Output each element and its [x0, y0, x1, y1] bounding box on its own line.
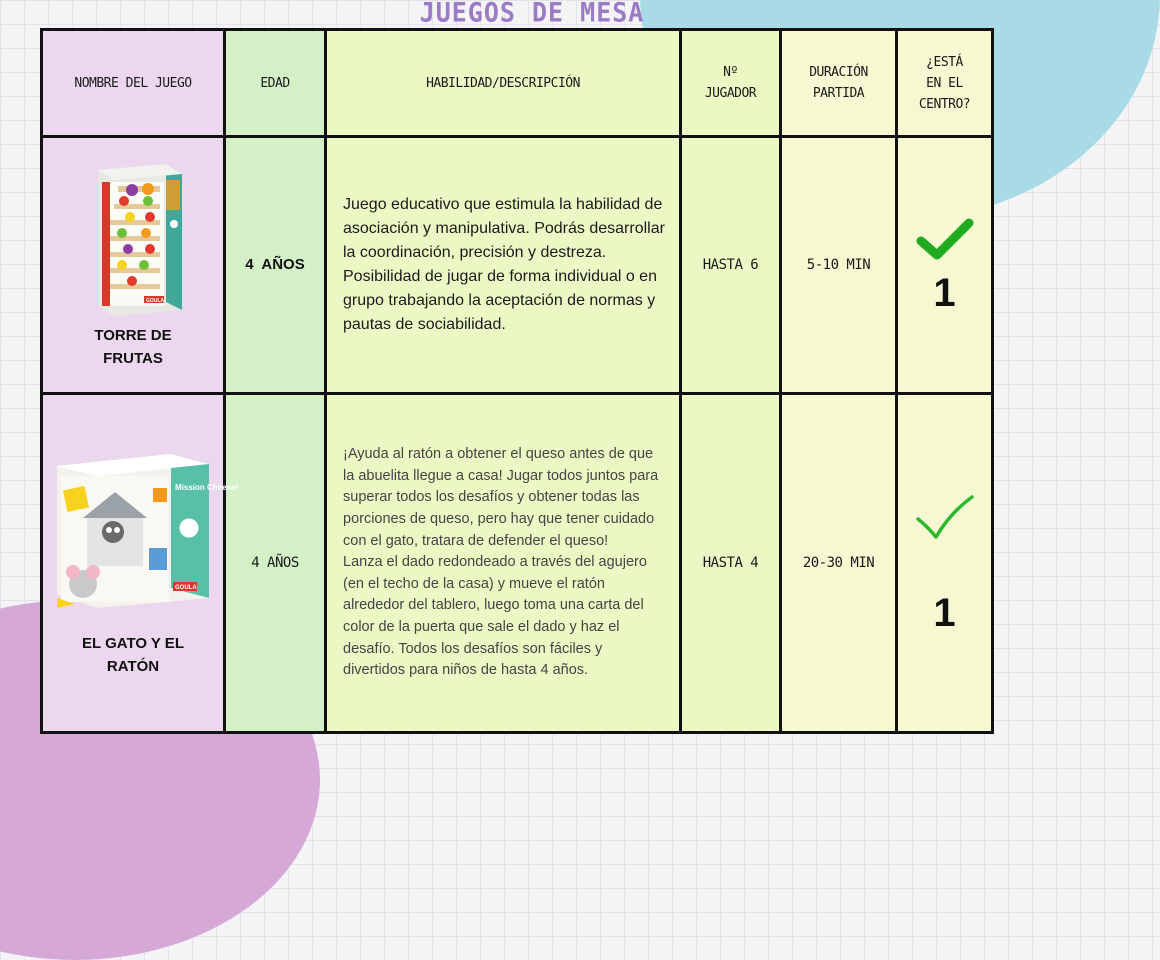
game-age: 4 AÑOS	[251, 555, 299, 571]
cat-and-mouse-box-image	[53, 448, 239, 610]
checkmark-icon	[914, 493, 976, 543]
game-duration: 20-30 MIN	[802, 555, 875, 571]
game-description-paragraph-1: ¡Ayuda al ratón a obtener el queso antes de que la abuelita llegue a casa! Jugar todos juntos para superar todos los desafíos y obtener todas las porciones de queso, pero hay que tener cuidado con el gato, tratara de defender el queso!	[343, 446, 659, 549]
game-name-cell	[42, 137, 225, 394]
games-table	[40, 28, 994, 734]
game-name-line1: EL GATO Y EL	[82, 635, 184, 652]
fruit-tower-box-image	[78, 160, 188, 318]
brand-logo-text: GOULA	[146, 298, 165, 304]
header-center-line3: CENTRO?	[918, 96, 971, 112]
page-title: JUEGOS DE MESA	[419, 0, 645, 28]
game-description-cell	[326, 394, 681, 733]
game-duration-cell	[781, 394, 897, 733]
header-duration-line2: PARTIDA	[812, 86, 865, 101]
header-center-line2: EN EL	[926, 75, 963, 91]
header-players-line2: JUGADOR	[704, 86, 757, 101]
game-players-cell	[681, 137, 781, 394]
game-description-cell	[326, 137, 681, 394]
game-duration-cell	[781, 137, 897, 394]
header-center-line1: ¿ESTÁ	[926, 54, 963, 70]
game-description	[327, 444, 679, 682]
table-row	[42, 394, 993, 733]
header-center	[897, 30, 993, 137]
game-name-line1: TORRE DE	[94, 327, 172, 344]
game-players-cell	[681, 394, 781, 733]
checkmark-icon	[917, 217, 973, 263]
game-age: 4 AÑOS	[245, 256, 305, 273]
game-center-cell	[897, 137, 993, 394]
header-skill: HABILIDAD/DESCRIPCIÓN	[326, 30, 681, 137]
game-players: HASTA 6	[702, 257, 759, 273]
brand-logo-text: GOULA	[175, 585, 197, 591]
table-row	[42, 137, 993, 394]
game-name-cell	[42, 394, 239, 733]
game-description: Juego educativo que estimula la habilidad de asociación y manipulativa. Podrás desarrollar la coordinación, precisión y destreza. Posibilidad de jugar de forma individual o en grupo trabajando la aceptación de normas y pautas de sociabilidad.	[343, 196, 665, 333]
header-players-line1: Nº	[723, 65, 738, 80]
header-row	[42, 30, 993, 137]
header-duration	[781, 30, 897, 137]
header-players	[681, 30, 781, 137]
game-name-line2: RATÓN	[106, 658, 160, 675]
header-age: EDAD	[225, 30, 326, 137]
game-count: 1	[933, 271, 956, 315]
game-players: HASTA 4	[702, 555, 759, 571]
game-description-paragraph-2: Lanza el dado redondeado a través del agujero (en el techo de la casa) y mueve el ratón alrededor del tablero, luego toma una carta del color de la puerta que sale el dado y haz el desafío. Todos los desafíos son fáciles y divertidos para niños de hasta 4 años.	[343, 554, 647, 679]
game-center-cell	[897, 394, 993, 733]
game-name	[43, 632, 223, 678]
game-duration: 5-10 MIN	[806, 257, 871, 273]
header-name: NOMBRE DEL JUEGO	[42, 30, 225, 137]
game-name-line2: FRUTAS	[103, 350, 163, 367]
game-age-cell	[225, 394, 326, 733]
header-duration-line1: DURACIÓN	[809, 65, 868, 80]
box-title-text: Mission Cheese!	[175, 483, 239, 492]
game-count: 1	[933, 591, 956, 635]
game-age-cell	[225, 137, 326, 394]
game-name	[43, 324, 223, 370]
